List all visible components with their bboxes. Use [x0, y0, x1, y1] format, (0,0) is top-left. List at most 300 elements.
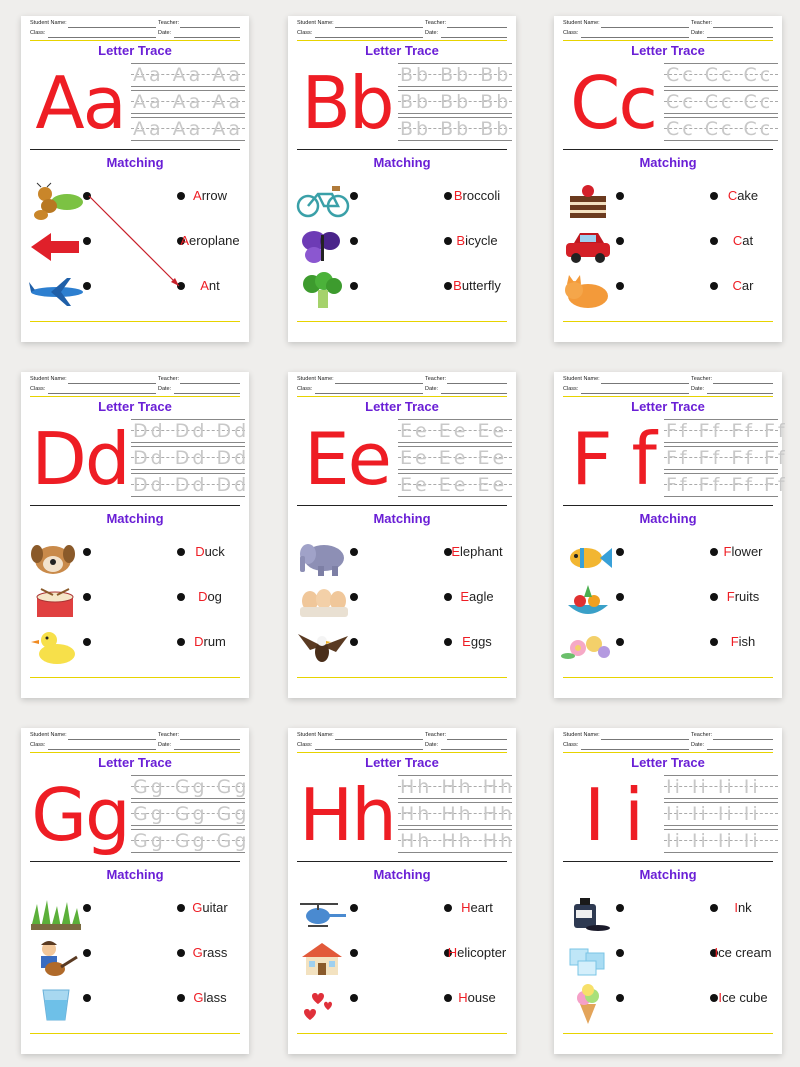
big-letters: Gg — [31, 773, 129, 857]
trace-lines[interactable] — [398, 63, 512, 143]
word-initial: C — [727, 188, 738, 203]
student-name-field[interactable] — [601, 27, 689, 28]
word-initial: G — [192, 900, 203, 915]
word-rest: eroplane — [189, 233, 240, 248]
trace-text: Aa Aa Aa — [133, 118, 244, 140]
teacher-field[interactable] — [713, 383, 773, 384]
teacher-label: Teacher: — [425, 376, 447, 382]
word-rest: lass — [203, 990, 227, 1005]
yellow-rule — [563, 40, 773, 41]
dog-icon — [27, 538, 85, 578]
word-rest: eart — [470, 900, 493, 915]
word-initial: B — [453, 188, 463, 203]
student-name-field[interactable] — [335, 383, 423, 384]
trace-text: Gg Gg Gg — [133, 830, 250, 852]
word-rest: rrow — [201, 188, 227, 203]
teacher-field[interactable] — [180, 27, 240, 28]
letter-trace-title: Letter Trace — [98, 755, 172, 770]
elephant-icon — [294, 538, 352, 578]
trace-text: Ii Ii Ii Ii — [666, 776, 761, 798]
teacher-field[interactable] — [713, 27, 773, 28]
house-icon — [294, 939, 352, 979]
class-label: Class: — [563, 30, 579, 36]
car-icon — [560, 227, 618, 267]
left-match-dot[interactable] — [83, 593, 91, 601]
teacher-field[interactable] — [713, 739, 773, 740]
student-header — [563, 732, 773, 752]
class-field[interactable] — [48, 749, 156, 750]
trace-lines[interactable] — [398, 775, 516, 855]
class-label: Class: — [563, 386, 579, 392]
word-initial: H — [447, 945, 458, 960]
match-word — [175, 945, 245, 960]
word-initial: D — [194, 634, 204, 649]
date-label: Date: — [158, 386, 172, 392]
class-field[interactable] — [581, 749, 689, 750]
big-letters: Bb — [301, 61, 393, 145]
trace-row[interactable] — [398, 117, 512, 141]
section-divider — [563, 149, 773, 150]
student-name-field[interactable] — [68, 383, 156, 384]
word-rest: ouse — [467, 990, 496, 1005]
eagle-icon — [294, 628, 352, 668]
red-arrow-icon — [27, 227, 85, 267]
match-word — [175, 990, 245, 1005]
class-label: Class: — [30, 386, 46, 392]
yellow-rule — [30, 396, 240, 397]
word-rest: elicopter — [457, 945, 507, 960]
word-rest: lephant — [460, 544, 503, 559]
class-label: Class: — [563, 742, 579, 748]
left-match-dot[interactable] — [350, 237, 358, 245]
trace-text: Ee Ee Ee — [400, 474, 508, 496]
date-field[interactable] — [441, 37, 507, 38]
teacher-label: Teacher: — [158, 732, 180, 738]
matching-title: Matching — [106, 511, 164, 526]
student-name-label: Student Name: — [563, 20, 600, 26]
trace-row[interactable] — [131, 775, 250, 799]
left-match-dot[interactable] — [350, 282, 358, 290]
trace-row[interactable] — [398, 419, 512, 443]
trace-text: Gg Gg Gg — [133, 776, 250, 798]
date-field[interactable] — [174, 749, 240, 750]
letter-trace-title: Letter Trace — [365, 43, 439, 58]
ink-bottle-icon — [560, 894, 618, 934]
trace-lines[interactable] — [131, 775, 250, 855]
worksheet-8 — [288, 728, 516, 1054]
yellow-rule-bottom — [30, 1033, 240, 1034]
left-match-dot[interactable] — [616, 548, 624, 556]
match-word — [175, 233, 245, 248]
big-letters: Ee — [304, 417, 390, 501]
word-rest: ggs — [470, 634, 492, 649]
teacher-field[interactable] — [180, 383, 240, 384]
student-name-field[interactable] — [68, 739, 156, 740]
class-field[interactable] — [581, 393, 689, 394]
aeroplane-icon — [27, 272, 85, 312]
student-name-label: Student Name: — [30, 732, 67, 738]
trace-row[interactable] — [131, 829, 250, 853]
word-initial: H — [458, 990, 468, 1005]
trace-row[interactable] — [664, 829, 778, 853]
trace-row[interactable] — [131, 117, 245, 141]
guitar-icon — [27, 939, 85, 979]
trace-row[interactable] — [664, 117, 778, 141]
date-field[interactable] — [441, 749, 507, 750]
worksheet-7 — [21, 728, 249, 1054]
left-match-dot[interactable] — [350, 638, 358, 646]
matching-title: Matching — [639, 155, 697, 170]
teacher-label: Teacher: — [691, 732, 713, 738]
fish-icon — [560, 538, 618, 578]
date-label: Date: — [158, 742, 172, 748]
date-label: Date: — [425, 30, 439, 36]
trace-text: Ff Ff Ff Ff — [666, 474, 788, 496]
left-match-dot[interactable] — [83, 904, 91, 912]
trace-row[interactable] — [664, 63, 778, 87]
match-word — [708, 188, 778, 203]
yellow-rule-bottom — [563, 677, 773, 678]
date-field[interactable] — [707, 749, 773, 750]
bicycle-icon — [294, 182, 352, 222]
word-rest: nk — [737, 900, 752, 915]
trace-lines[interactable] — [398, 419, 512, 499]
trace-text: Bb Bb Bb — [400, 118, 512, 140]
trace-text: Bb Bb Bb — [400, 91, 512, 113]
left-match-dot[interactable] — [350, 192, 358, 200]
word-initial: F — [726, 589, 735, 604]
left-match-dot[interactable] — [83, 638, 91, 646]
left-match-dot[interactable] — [350, 994, 358, 1002]
teacher-label: Teacher: — [691, 20, 713, 26]
yellow-rule — [297, 752, 507, 753]
word-rest: roccoli — [462, 188, 501, 203]
trace-row[interactable] — [131, 63, 245, 87]
trace-text: Ff Ff Ff Ff — [666, 447, 788, 469]
trace-text: Aa Aa Aa — [133, 64, 244, 86]
left-match-dot[interactable] — [350, 904, 358, 912]
trace-text: Bb Bb Bb — [400, 64, 512, 86]
teacher-field[interactable] — [447, 739, 507, 740]
student-name-label: Student Name: — [30, 20, 67, 26]
date-label: Date: — [691, 30, 705, 36]
trace-row[interactable] — [664, 90, 778, 114]
yellow-rule-bottom — [297, 321, 507, 322]
section-divider — [297, 861, 507, 862]
match-word — [175, 589, 245, 604]
word-rest: rum — [203, 634, 226, 649]
match-word — [175, 278, 245, 293]
trace-row[interactable] — [131, 90, 245, 114]
left-match-dot[interactable] — [616, 237, 624, 245]
big-letters: Hh — [299, 773, 395, 857]
word-rest: uck — [204, 544, 225, 559]
match-word — [708, 544, 778, 559]
matching-title: Matching — [373, 867, 431, 882]
match-word — [442, 188, 512, 203]
class-field[interactable] — [48, 393, 156, 394]
helicopter-icon — [294, 894, 352, 934]
glass-icon — [27, 984, 85, 1024]
match-word — [442, 589, 512, 604]
word-initial: C — [732, 278, 742, 293]
section-divider — [30, 861, 240, 862]
date-field[interactable] — [707, 37, 773, 38]
student-name-label: Student Name: — [297, 376, 334, 382]
date-label: Date: — [425, 386, 439, 392]
trace-row[interactable] — [664, 419, 788, 443]
word-initial: A — [180, 233, 190, 248]
word-initial: I — [734, 900, 738, 915]
teacher-label: Teacher: — [691, 376, 713, 382]
date-field[interactable] — [174, 37, 240, 38]
left-match-dot[interactable] — [83, 237, 91, 245]
teacher-field[interactable] — [180, 739, 240, 740]
date-field[interactable] — [441, 393, 507, 394]
yellow-rule-bottom — [297, 1033, 507, 1034]
word-initial: C — [732, 233, 743, 248]
left-match-dot[interactable] — [616, 192, 624, 200]
class-field[interactable] — [48, 37, 156, 38]
word-initial: F — [730, 634, 739, 649]
trace-row[interactable] — [664, 775, 778, 799]
trace-row[interactable] — [664, 802, 778, 826]
left-match-dot[interactable] — [350, 593, 358, 601]
class-field[interactable] — [581, 37, 689, 38]
section-divider — [30, 505, 240, 506]
left-match-dot[interactable] — [83, 548, 91, 556]
match-word — [175, 900, 245, 915]
broccoli-icon — [294, 272, 352, 312]
teacher-field[interactable] — [447, 383, 507, 384]
word-rest: nt — [208, 278, 220, 293]
butterfly-icon — [294, 227, 352, 267]
student-name-field[interactable] — [601, 739, 689, 740]
match-word — [442, 544, 512, 559]
ice-cream-icon — [560, 984, 618, 1024]
trace-row[interactable] — [131, 419, 250, 443]
trace-text: Hh Hh Hh — [400, 830, 516, 852]
trace-lines[interactable] — [664, 775, 778, 855]
student-name-field[interactable] — [335, 27, 423, 28]
word-initial: B — [456, 233, 466, 248]
big-letters: F f — [571, 417, 655, 501]
section-divider — [297, 149, 507, 150]
trace-lines[interactable] — [664, 419, 788, 499]
letter-trace-title: Letter Trace — [631, 43, 705, 58]
word-rest: rass — [202, 945, 228, 960]
trace-lines[interactable] — [131, 419, 250, 499]
left-match-dot[interactable] — [83, 192, 91, 200]
trace-text: Dd Dd Dd — [133, 447, 250, 469]
trace-row[interactable] — [398, 63, 512, 87]
big-letters: Aa — [35, 61, 125, 145]
word-initial: I — [718, 990, 723, 1005]
trace-text: Aa Aa Aa — [133, 91, 244, 113]
trace-row[interactable] — [398, 802, 516, 826]
big-letters: Cc — [570, 61, 656, 145]
word-initial: D — [198, 589, 208, 604]
class-field[interactable] — [315, 37, 423, 38]
word-rest: agle — [469, 589, 494, 604]
worksheet-1 — [21, 16, 249, 342]
word-initial: A — [200, 278, 209, 293]
date-label: Date: — [691, 386, 705, 392]
worksheet-4 — [21, 372, 249, 698]
student-name-field[interactable] — [68, 27, 156, 28]
trace-text: Hh Hh Hh — [400, 803, 516, 825]
yellow-rule — [297, 396, 507, 397]
match-word — [442, 634, 512, 649]
match-word — [175, 544, 245, 559]
letter-trace-title: Letter Trace — [631, 399, 705, 414]
trace-text: Ee Ee Ee — [400, 447, 508, 469]
match-word — [708, 589, 778, 604]
section-divider — [297, 505, 507, 506]
trace-row[interactable] — [398, 473, 512, 497]
word-rest: og — [207, 589, 222, 604]
matching-title: Matching — [373, 511, 431, 526]
student-name-field[interactable] — [335, 739, 423, 740]
yellow-rule — [30, 752, 240, 753]
student-name-label: Student Name: — [563, 376, 600, 382]
left-match-dot[interactable] — [616, 904, 624, 912]
yellow-rule — [563, 396, 773, 397]
word-initial: I — [714, 945, 719, 960]
left-match-dot[interactable] — [616, 638, 624, 646]
class-label: Class: — [30, 30, 46, 36]
left-match-dot[interactable] — [616, 593, 624, 601]
word-initial: G — [192, 945, 203, 960]
student-name-field[interactable] — [601, 383, 689, 384]
left-match-dot[interactable] — [350, 548, 358, 556]
date-label: Date: — [691, 742, 705, 748]
trace-text: Hh Hh Hh — [400, 776, 516, 798]
match-word — [708, 945, 778, 960]
left-match-dot[interactable] — [616, 949, 624, 957]
teacher-field[interactable] — [447, 27, 507, 28]
match-word — [442, 900, 512, 915]
trace-row[interactable] — [131, 446, 250, 470]
word-initial: E — [462, 634, 471, 649]
ant-on-leaf-icon — [27, 182, 85, 222]
big-letters: I i — [583, 773, 643, 857]
trace-row[interactable] — [131, 473, 250, 497]
yellow-rule-bottom — [563, 321, 773, 322]
match-word — [708, 900, 778, 915]
student-name-label: Student Name: — [297, 20, 334, 26]
left-match-dot[interactable] — [350, 949, 358, 957]
cat-icon — [560, 272, 618, 312]
student-header — [563, 20, 773, 40]
trace-row[interactable] — [398, 829, 516, 853]
date-label: Date: — [425, 742, 439, 748]
word-initial: E — [451, 544, 460, 559]
class-label: Class: — [297, 386, 313, 392]
section-divider — [30, 149, 240, 150]
match-word — [442, 990, 512, 1005]
drum-icon — [27, 583, 85, 623]
worksheet-5 — [288, 372, 516, 698]
student-header — [563, 376, 773, 396]
word-initial: D — [195, 544, 205, 559]
trace-text: Ff Ff Ff Ff — [666, 420, 788, 442]
trace-row[interactable] — [398, 90, 512, 114]
trace-text: Cc Cc Cc — [666, 118, 774, 140]
left-match-dot[interactable] — [616, 282, 624, 290]
matching-title: Matching — [106, 155, 164, 170]
word-rest: ish — [738, 634, 756, 649]
worksheet-3 — [554, 16, 782, 342]
date-field[interactable] — [174, 393, 240, 394]
cake-icon — [560, 182, 618, 222]
student-name-label: Student Name: — [30, 376, 67, 382]
left-match-dot[interactable] — [83, 282, 91, 290]
student-header — [30, 20, 240, 40]
letter-trace-title: Letter Trace — [365, 399, 439, 414]
student-header — [297, 732, 507, 752]
match-word — [175, 634, 245, 649]
class-field[interactable] — [315, 749, 423, 750]
word-initial: A — [193, 188, 202, 203]
yellow-rule — [563, 752, 773, 753]
date-label: Date: — [158, 30, 172, 36]
section-divider — [563, 861, 773, 862]
word-rest: ar — [741, 278, 754, 293]
trace-text: Gg Gg Gg — [133, 803, 250, 825]
word-rest: uitar — [202, 900, 228, 915]
yellow-rule — [297, 40, 507, 41]
word-initial: E — [460, 589, 470, 604]
matching-title: Matching — [106, 867, 164, 882]
trace-text: Cc Cc Cc — [666, 91, 774, 113]
letter-trace-title: Letter Trace — [631, 755, 705, 770]
trace-row[interactable] — [398, 446, 512, 470]
trace-row[interactable] — [131, 802, 250, 826]
class-field[interactable] — [315, 393, 423, 394]
trace-text: Ii Ii Ii Ii — [666, 830, 761, 852]
match-word — [175, 188, 245, 203]
student-name-label: Student Name: — [297, 732, 334, 738]
student-header — [297, 20, 507, 40]
word-rest: utterfly — [461, 278, 501, 293]
trace-row[interactable] — [664, 446, 788, 470]
word-rest: ce cube — [722, 990, 768, 1005]
match-word — [708, 233, 778, 248]
letter-trace-title: Letter Trace — [98, 399, 172, 414]
left-match-dot[interactable] — [616, 994, 624, 1002]
match-word — [708, 278, 778, 293]
duck-icon — [27, 628, 85, 668]
match-word — [442, 278, 512, 293]
match-word — [442, 945, 512, 960]
matching-title: Matching — [639, 511, 697, 526]
trace-lines[interactable] — [664, 63, 778, 143]
date-field[interactable] — [707, 393, 773, 394]
teacher-label: Teacher: — [158, 20, 180, 26]
trace-lines[interactable] — [131, 63, 245, 143]
letter-trace-title: Letter Trace — [98, 43, 172, 58]
worksheet-2 — [288, 16, 516, 342]
trace-text: Dd Dd Dd — [133, 420, 250, 442]
word-rest: at — [742, 233, 754, 248]
trace-text: Dd Dd Dd — [133, 474, 250, 496]
class-label: Class: — [30, 742, 46, 748]
trace-row[interactable] — [398, 775, 516, 799]
left-match-dot[interactable] — [83, 949, 91, 957]
left-match-dot[interactable] — [83, 994, 91, 1002]
trace-row[interactable] — [664, 473, 788, 497]
